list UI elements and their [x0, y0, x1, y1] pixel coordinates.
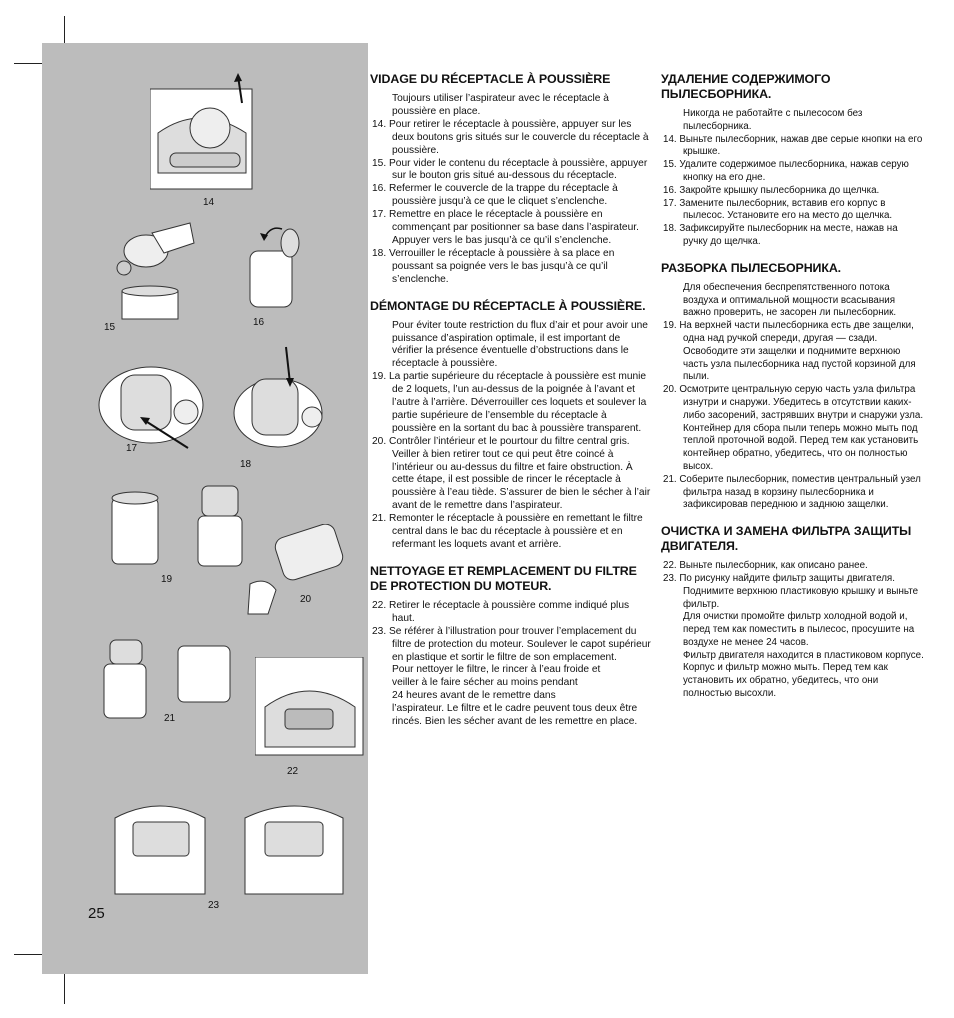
step-item: 21. Соберите пылесборник, поместив центральный узел фильтра назад в корзину пылесборника и зафиксировав переднюю и заднюю защелки.: [663, 473, 921, 511]
figure-label: 22: [287, 766, 299, 777]
step-item: 14. Pour retirer le réceptacle à poussière, appuyer sur les deux boutons gris situés sur le couvercle du réceptacle à poussière.: [372, 118, 649, 156]
step-item: 18. Зафиксируйте пылесборник на месте, нажав на ручку до щелчка.: [663, 223, 898, 247]
figure-label: 20: [300, 594, 312, 605]
step-item: 15. Удалите содержимое пылесборника, нажав серую кнопку на его дне.: [663, 159, 909, 183]
section-heading: РАЗБОРКА ПЫЛЕСБОРНИКА.: [661, 260, 842, 275]
section-heading: ОЧИСТКА И ЗАМЕНА ФИЛЬТРА ЗАЩИТЫ ДВИГАТЕЛЯ.: [661, 524, 912, 554]
step-item: 14. Выньте пылесборник, нажав две серые кнопки на его крышке.: [663, 133, 923, 158]
step-item: 23. По рисунку найдите фильтр защиты двигателя. Поднимите верхнюю пластиковую крышку и выньте фильтр.: [663, 572, 919, 610]
step-item: 16. Refermer le couvercle de la trappe du réceptacle à poussière jusqu’à ce que le cliquet s’enclenche.: [372, 183, 618, 208]
step-item: 22. Retirer le réceptacle à poussière comme indiqué plus haut.: [372, 599, 630, 624]
page-number: 25: [88, 905, 105, 922]
step-item: 23. Se référer à l’illustration pour trouver l’emplacement du filtre de protection du moteur. Soulever le capot supérieur en plastique et sortir le filtre de son emplacement.: [372, 625, 651, 663]
russian-column: [661, 72, 924, 701]
figure-15-illustration: [112, 213, 196, 321]
paragraph: Фильтр двигателя находится в пластиковом корпусе. Корпус и фильтр можно мыть. Перед тем как установить их обратно, убедитесь, что они полностью высохли.: [683, 649, 924, 700]
paragraph: Pour éviter toute restriction du flux d’air et pour avoir une puissance d’aspiration optimale, il est important de vérifier la présence éventuelle d’obstructions dans le réceptacle à poussière.: [392, 319, 648, 370]
figure-label: 18: [240, 459, 252, 470]
step-item: 18. Verrouiller le réceptacle à poussière à sa place en poussant sa poignée vers le bas jusqu’à ce qu’il s’enclenche.: [372, 247, 615, 285]
paragraph: Toujours utiliser l’aspirateur avec le réceptacle à poussière en place.: [392, 93, 609, 117]
paragraph: Pour nettoyer le filtre, le rincer à l’eau froide et: [392, 664, 601, 676]
paragraph: Для очистки промойте фильтр холодной водой и, перед тем как поместить в пылесос, просушите на воздухе не менее 24 часов.: [683, 611, 915, 648]
step-item: 19. На верхней части пылесборника есть две защелки, одна над ручкой спереди, другая — сзади. Освободите эти защелки и поднимите верхнюю часть узла пылесборника над пустой корзиной для пыли.: [663, 320, 916, 383]
step-item: 22. Выньте пылесборник, как описано ранее.: [663, 560, 868, 572]
figure-17-illustration: [96, 350, 208, 450]
figure-23-illustration: [105, 798, 355, 898]
step-item: 19. La partie supérieure du réceptacle à poussière est munie de 2 loquets, l’un au-dessus de la poignée à l’avant et l’autre à l’arrière. Déverrouiller ces loquets et soulever la partie supérieure de l’ensemble du réceptacle à poussière en la sortant du bac à poussière transparent.: [372, 371, 647, 434]
step-item: 15. Pour vider le contenu du réceptacle à poussière, appuyer sur le bouton gris situé au-dessous du réceptacle.: [372, 157, 648, 182]
figure-label: 16: [253, 317, 265, 328]
french-column: [370, 72, 653, 729]
figure-20-illustration: [246, 524, 350, 616]
figure-14-illustration: [150, 73, 266, 191]
figure-label: 14: [203, 197, 215, 208]
step-item: 21. Remonter le réceptacle à poussière en remettant le filtre central dans le bac du réceptacle à poussière et en refermant les loquets avant et arrière.: [372, 513, 643, 550]
paragraph: 24 heures avant de le remettre dans: [392, 690, 556, 702]
figure-label: 15: [104, 322, 116, 333]
figure-18-illustration: [232, 345, 328, 455]
section-heading: DÉMONTAGE DU RÉCEPTACLE À POUSSIÈRE.: [370, 298, 646, 313]
step-item: 16. Закройте крышку пылесборника до щелчка.: [663, 184, 880, 196]
paragraph: Никогда не работайте с пылесосом без пылесборника.: [683, 108, 863, 132]
paragraph: Для обеспечения беспрепятственного потока воздуха и оптимальной мощности всасывания важно проверить, не засорен ли пылесборник.: [683, 281, 897, 319]
figure-21-illustration: [100, 636, 246, 722]
step-item: 17. Замените пылесборник, вставив его корпус в пылесос. Установите его на место до щелчка.: [663, 197, 893, 222]
section-heading: VIDAGE DU RÉCEPTACLE À POUSSIÈRE: [370, 72, 611, 86]
step-item: 17. Remettre en place le réceptacle à poussière en commençant par positionner sa base dans l’aspirateur. Appuyer vers le bas jusqu’à ce qu’il s’enclenche.: [372, 209, 639, 246]
figure-label: 23: [208, 900, 220, 911]
figure-16-illustration: [242, 223, 302, 315]
figure-19-illustration: [110, 480, 250, 570]
step-item: 20. Осмотрите центральную серую часть узла фильтра изнутри и снаружи. Убедитесь в отсутствии каких-либо засорений, застрявших внутри и снаружи узла. Контейнер для сбора пыли теперь можно мыть под теплой проточной водой. Перед тем как установить контейнер обратно, убедитесь, что он полностью высох.: [663, 384, 924, 472]
step-item: 20. Contrôler l’intérieur et le pourtour du filtre central gris. Veiller à bien retirer tout ce qui peut être coincé à l’intérieur ou au-dessus du filtre et faire obstruction. À cette étape, il est possible de rincer le réceptacle à poussière à l’eau tiède. S’assurer de bien le sécher à l’air avant de le remettre dans l’aspirateur.: [372, 435, 651, 512]
figure-label: 21: [164, 713, 176, 724]
section-heading: УДАЛЕНИЕ СОДЕРЖИМОГО ПЫЛЕСБОРНИКА.: [661, 72, 831, 101]
paragraph: l’aspirateur. Le filtre et le cadre peuvent tous deux être rincés. Bien les sécher avant de les remettre en place.: [392, 703, 638, 728]
section-heading: NETTOYAGE ET REMPLACEMENT DU FILTRE DE PROTECTION DU MOTEUR.: [370, 563, 637, 593]
figure-label: 19: [161, 574, 173, 585]
figure-22-illustration: [255, 657, 365, 757]
paragraph: veiller à le faire sécher au moins pendant: [392, 677, 578, 689]
figure-label: 17: [126, 443, 138, 454]
